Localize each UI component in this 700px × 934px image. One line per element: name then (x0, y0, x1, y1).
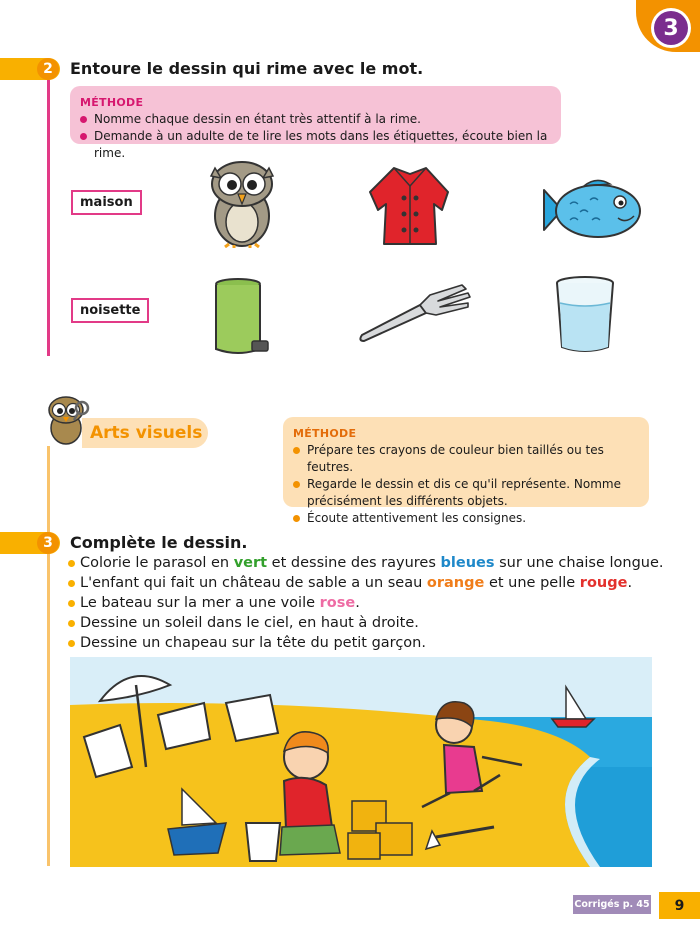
page-badge-circle (651, 8, 691, 48)
arts-line (47, 446, 50, 536)
exercise3-number: 3 (37, 532, 59, 554)
glass-picture[interactable] (552, 275, 618, 355)
fish-picture[interactable] (540, 176, 644, 244)
methode-item: Prépare tes crayons de couleur bien taillés ou tes feutres. (293, 442, 639, 476)
exercise3-title: Complète le dessin. (70, 533, 248, 552)
trash-can-picture[interactable] (208, 277, 272, 357)
arts-visuels-label: Arts visuels (90, 423, 203, 443)
corriges-label: Corrigés p. 45 (573, 895, 651, 914)
methode-title: MÉTHODE (293, 427, 357, 440)
instruction-2: L'enfant qui fait un château de sable a un seau orange et une pelle rouge. (68, 573, 664, 593)
exercise2-line (47, 80, 50, 356)
beach-scene-picture[interactable] (70, 657, 652, 867)
methode-item: Écoute attentivement les consignes. (293, 510, 639, 527)
coat-picture[interactable] (364, 164, 456, 248)
page-badge-number: 3 (654, 11, 688, 45)
instruction-3: Le bateau sur la mer a une voile rose. (68, 593, 664, 613)
fork-picture[interactable] (356, 283, 472, 345)
word-label-noisette: noisette (71, 298, 149, 323)
methode-item: Demande à un adulte de te lire les mots dans les étiquettes, écoute bien la rime. (80, 128, 551, 162)
exercise2-number: 2 (37, 58, 59, 80)
methode-item: Nomme chaque dessin en étant très attentif à la rime. (80, 111, 551, 128)
page-number: 9 (659, 892, 700, 919)
owl-picture[interactable] (205, 160, 279, 248)
methode-title: MÉTHODE (80, 96, 144, 109)
exercise3-instructions (68, 553, 664, 653)
exercise2-title: Entoure le dessin qui rime avec le mot. (70, 59, 424, 78)
instruction-4: Dessine un soleil dans le ciel, en haut à droite. (68, 613, 664, 633)
instruction-5: Dessine un chapeau sur la tête du petit garçon. (68, 633, 664, 653)
instruction-1: Colorie le parasol en vert et dessine des rayures bleues sur une chaise longue. (68, 553, 664, 573)
exercise3-line (47, 554, 50, 866)
methode-box-ex2 (70, 86, 561, 160)
word-label-maison: maison (71, 190, 142, 215)
methode-item: Regarde le dessin et dis ce qu'il représente. Nomme précisément les différents objets. (293, 476, 639, 510)
methode-box-arts (283, 417, 649, 525)
